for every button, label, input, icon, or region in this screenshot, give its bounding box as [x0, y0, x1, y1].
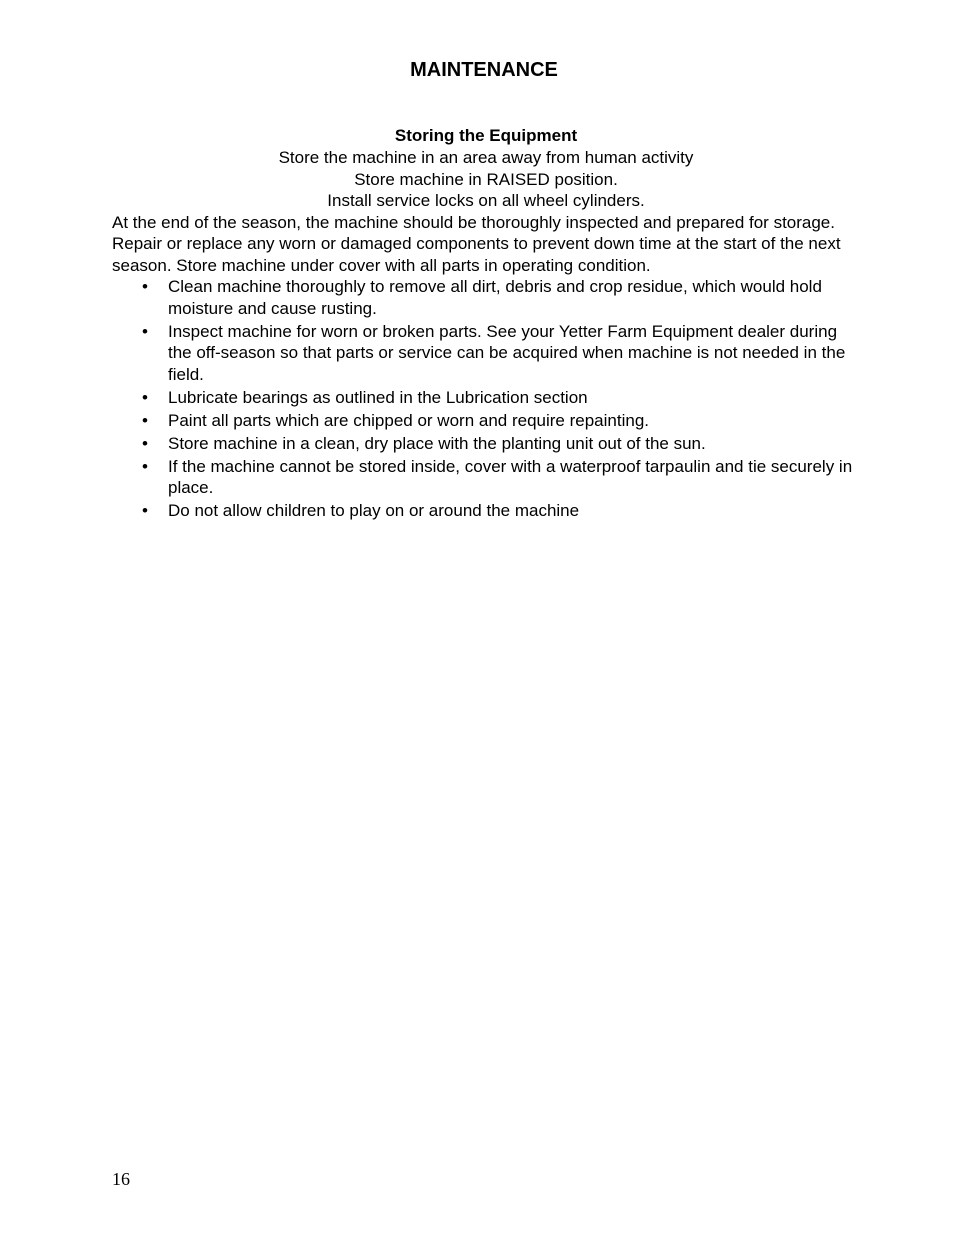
list-item-text: Paint all parts which are chipped or worn and require repainting.	[168, 410, 649, 430]
list-item-text: Clean machine thoroughly to remove all dirt, debris and crop residue, which would hold moisture and cause rusting.	[168, 277, 822, 318]
storing-section	[112, 125, 860, 523]
list-item	[142, 456, 860, 499]
page-number: 16	[112, 1169, 130, 1189]
list-item-text: Store machine in a clean, dry place with the planting unit out of the sun.	[168, 433, 706, 453]
bullet-icon: •	[142, 387, 148, 407]
list-item-text: If the machine cannot be stored inside, cover with a waterproof tarpaulin and tie securely in place.	[168, 456, 853, 497]
storage-checklist	[112, 276, 860, 522]
section-heading: Storing the Equipment	[394, 126, 578, 145]
bullet-icon: •	[142, 456, 148, 476]
page-title: MAINTENANCE	[410, 59, 558, 81]
warning-line-raised-position: Store machine in RAISED position.	[354, 169, 618, 189]
bullet-icon: •	[142, 501, 148, 520]
list-item	[142, 500, 860, 522]
bullet-icon: •	[142, 410, 148, 430]
list-item-text: Do not allow children to play on or around the machine	[168, 501, 580, 520]
list-item	[142, 276, 860, 319]
bullet-icon: •	[142, 321, 148, 341]
warning-line-away-from-activity: Store the machine in an area away from human activity	[278, 148, 694, 167]
list-item-text: Inspect machine for worn or broken parts. See your Yetter Farm Equipment dealer during the off-season so that parts or service can be acquired when machine is not needed in the field.	[168, 321, 846, 384]
list-item	[142, 410, 860, 432]
list-item	[142, 387, 860, 409]
warning-line-service-locks: Install service locks on all wheel cylinders.	[327, 191, 645, 210]
list-item	[142, 433, 860, 455]
list-item	[142, 321, 860, 386]
list-item-text: Lubricate bearings as outlined in the Lubrication section	[168, 387, 588, 407]
bullet-icon: •	[142, 433, 148, 453]
bullet-icon: •	[142, 277, 148, 296]
intro-paragraph: At the end of the season, the machine should be thoroughly inspected and prepared for storage. Repair or replace any worn or damaged components to prevent down time at the start of the next season. Store machine under cover with all parts in operating condition.	[112, 212, 841, 275]
